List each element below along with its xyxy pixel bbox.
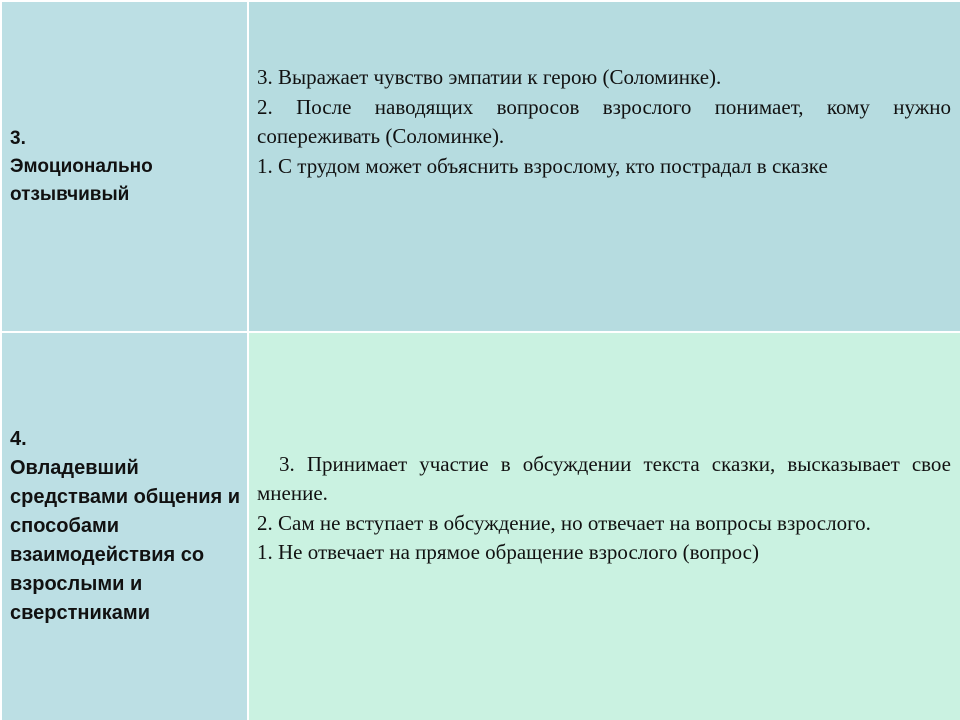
criterion-title: Эмоционально отзывчивый [10,155,153,205]
levels-cell [248,332,960,720]
criterion-cell [1,1,248,332]
levels-cell [248,1,960,332]
criterion-title: Овладевший средствами общения и способами взаимодействия со взрослыми и сверстниками [10,457,241,624]
table-row-communication [1,332,960,720]
criterion-number: 3. [10,127,26,149]
criterion-number: 4. [10,428,27,450]
level-3-text: 3. Принимает участие в обсуждении текста сказки, высказывает свое мнение. [257,451,951,505]
level-1-text: 1. С трудом может объяснить взрослому, кто пострадал в сказке [257,153,828,178]
table-row-emotional [1,1,960,332]
level-2-text: 2. Сам не вступает в обсуждение, но отвечает на вопросы взрослого. [257,510,871,535]
level-3-text: 3. Выражает чувство эмпатии к герою (Соломинке). [257,65,722,89]
criterion-cell [1,332,248,720]
level-1-text: 1. Не отвечает на прямое обращение взрослого (вопрос) [257,540,759,564]
level-2-text: 2. После наводящих вопросов взрослого понимает, кому нужно сопереживать (Соломинке). [257,94,951,148]
